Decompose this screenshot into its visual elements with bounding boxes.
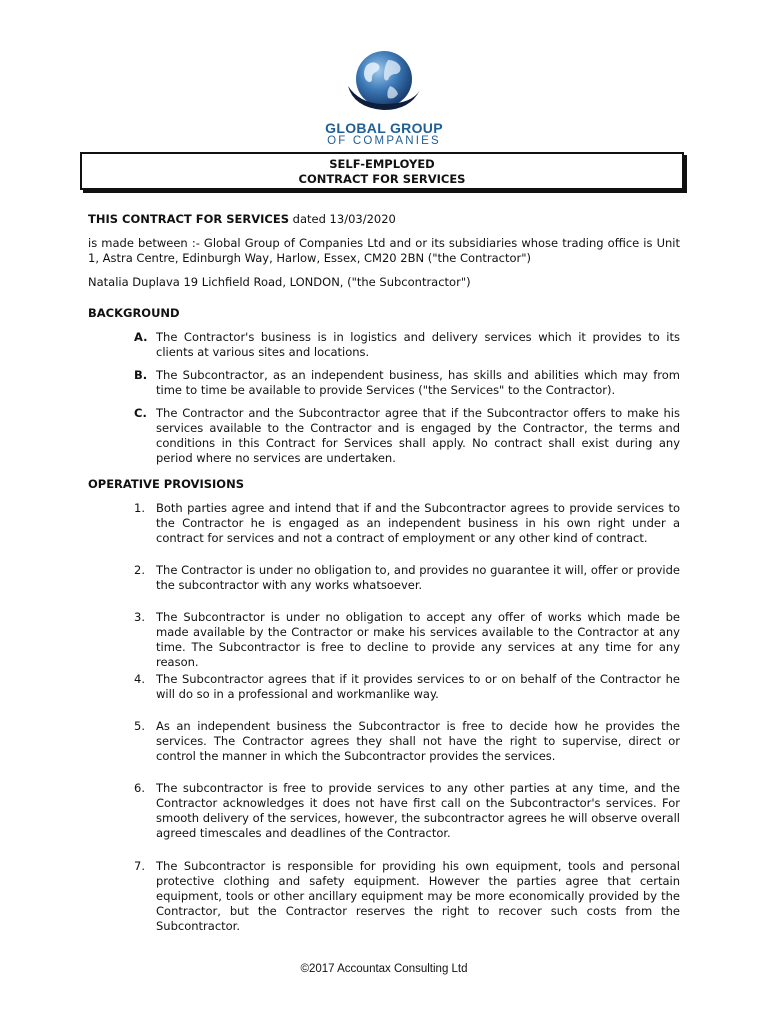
provision-1: Both parties agree and intend that if and the Subcontractor agrees to provide services to the Contractor he is engaged as an independent business in his own right under a contract for services and not a contract of employment or any other kind of contract. xyxy=(156,501,680,545)
operative-heading: OPERATIVE PROVISIONS xyxy=(88,477,244,491)
company-logo xyxy=(316,46,452,150)
background-marker-a: A. xyxy=(134,330,148,344)
provision-5: As an independent business the Subcontractor is free to decide how he provides the services. The Contractor agrees they shall not have the right to supervise, direct or control the manner in which the Subcontractor provides the services. xyxy=(156,719,680,763)
provision-marker-5: 5. xyxy=(134,719,145,733)
background-item-a: The Contractor's business is in logistics and delivery services which it provides to its clients at various sites and locations. xyxy=(156,330,680,359)
provision-marker-6: 6. xyxy=(134,781,145,795)
provision-marker-2: 2. xyxy=(134,563,145,577)
contract-date: dated 13/03/2020 xyxy=(289,212,396,226)
provision-6: The subcontractor is free to provide services to any other parties at any time, and the Contractor acknowledges it does not have first call on the Subcontractor's services. For smooth delivery of the services, however, the subcontractor agrees he will observe overall agreed timescales and deadlines of the Contractor. xyxy=(156,781,680,840)
logo-subtitle: OF COMPANIES xyxy=(327,135,441,147)
title-line-2: CONTRACT FOR SERVICES xyxy=(298,172,466,186)
provision-2: The Contractor is under no obligation to, and provides no guarantee it will, offer or provide the subcontractor with any works whatsoever. xyxy=(156,563,680,592)
background-item-c: The Contractor and the Subcontractor agree that if the Subcontractor offers to make his services available to the Contractor and is engaged by the Contractor, the terms and conditions in this Contract for Services shall apply. No contract shall exist during any period where no services are undertaken. xyxy=(156,406,680,465)
subcontractor-line: Natalia Duplava 19 Lichfield Road, LONDON, ("the Subcontractor") xyxy=(88,275,471,289)
globe-logo-icon xyxy=(344,46,424,120)
provision-marker-1: 1. xyxy=(134,501,145,515)
background-marker-c: C. xyxy=(134,406,147,420)
copyright-footer: ©2017 Accountax Consulting Ltd xyxy=(300,963,468,975)
provision-marker-7: 7. xyxy=(134,859,145,873)
contract-lead: THIS CONTRACT FOR SERVICES xyxy=(88,212,290,226)
provision-4: The Subcontractor agrees that if it provides services to or on behalf of the Contractor he will do so in a professional and workmanlike way. xyxy=(156,672,680,701)
background-heading: BACKGROUND xyxy=(88,306,180,320)
provision-3: The Subcontractor is under no obligation to accept any offer of works which made be made available by the Contractor or make his services available to the Contractor at any time. The Subcontractor is free to decline to provide any services at any time for any reason. xyxy=(156,610,680,669)
provision-marker-4: 4. xyxy=(134,672,145,686)
logo-title: GLOBAL GROUP xyxy=(325,120,443,136)
contract-dated-line xyxy=(88,212,396,227)
parties-paragraph: is made between :- Global Group of Companies Ltd and or its subsidiaries whose trading office is Unit 1, Astra Centre, Edinburgh Way, Harlow, Essex, CM20 2BN ("the Contractor") xyxy=(88,236,680,265)
background-item-b: The Subcontractor, as an independent business, has skills and abilities which may from time to time be available to provide Services ("the Services" to the Contractor). xyxy=(156,368,680,397)
title-line-1: SELF-EMPLOYED xyxy=(329,157,435,171)
provision-marker-3: 3. xyxy=(134,610,145,624)
background-marker-b: B. xyxy=(134,368,148,382)
provision-7: The Subcontractor is responsible for providing his own equipment, tools and personal protective clothing and safety equipment. However the parties agree that certain equipment, tools or other ancillary equipment may be more economically provided by the Contractor, but the Contractor reserves the right to recover such costs from the Subcontractor. xyxy=(156,859,680,933)
document-title-box xyxy=(80,152,684,190)
